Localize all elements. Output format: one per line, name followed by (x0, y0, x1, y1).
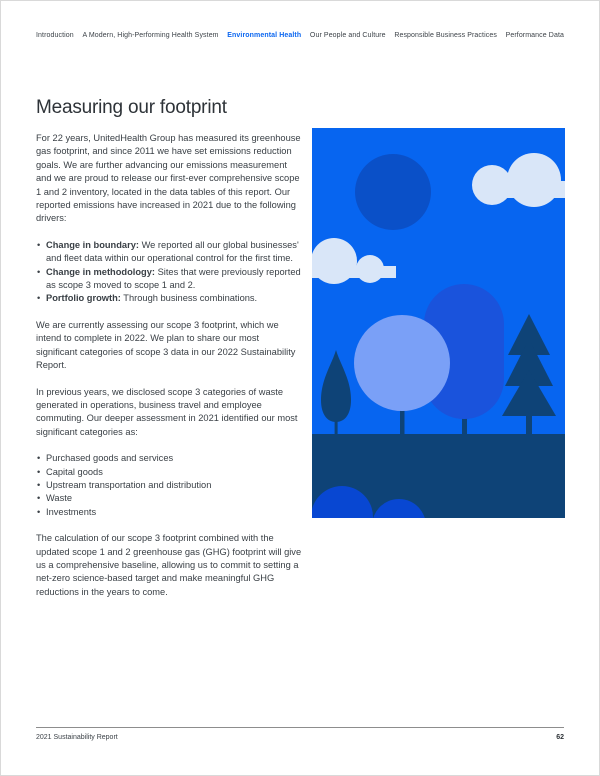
nav-item-performance-data[interactable]: Performance Data (505, 32, 564, 39)
driver-text: We reported all our global businesses' and fleet data within our operational control for the first time. (46, 239, 299, 264)
forest-illustration (312, 128, 565, 518)
dark-circle (355, 154, 431, 230)
driver-lead: Change in boundary: (46, 239, 139, 250)
footer-page-number: 62 (556, 734, 564, 741)
nav-item-introduction[interactable]: Introduction (36, 32, 74, 39)
paragraph-intro: For 22 years, UnitedHealth Group has measured its greenhouse gas footprint, and since 2011 we have set emissions reduction goals. We are further advancing our emissions measurement and we are proud to release our first-ever comprehensive scope 1 and 2 inventory, located in the data tables of this report. Our reported emissions have increased in 2021 due to the following drivers: (36, 133, 301, 224)
body-copy (36, 132, 302, 599)
top-navigation (36, 32, 564, 39)
driver-text: Sites that were previously reported as scope 3 moved to scope 1 and 2. (46, 266, 301, 291)
drivers-list (36, 239, 302, 306)
driver-text: Through business combinations. (120, 293, 258, 304)
nav-item-responsible-business-practices[interactable]: Responsible Business Practices (394, 32, 497, 39)
nav-item-people-and-culture[interactable]: Our People and Culture (309, 32, 386, 39)
footer-report-name: 2021 Sustainability Report (36, 734, 118, 741)
list-item: • Capital goods (36, 466, 302, 479)
categories-list (36, 452, 302, 519)
nav-item-environmental-health[interactable]: Environmental Health (227, 32, 302, 39)
driver-lead: Portfolio growth: (46, 293, 121, 304)
main-content (36, 97, 302, 612)
list-item (36, 292, 302, 305)
list-item (36, 266, 302, 293)
paragraph-baseline: The calculation of our scope 3 footprint combined with the updated scope 1 and 2 greenhouse gas (GHG) footprint will give us a comprehensive baseline, allowing us to commit to setting a net-zero science-based target and make meaningful GHG reductions in the years to come. (36, 533, 302, 597)
paragraph-scope3: We are currently assessing our scope 3 footprint, which we intend to complete in 2022. We plan to share our most significant categories of scope 3 data in our 2022 Sustainability Report. (36, 319, 296, 371)
driver-lead: Change in methodology: (46, 266, 155, 277)
footer-divider (36, 727, 564, 728)
page-title: Measuring our footprint (36, 97, 227, 118)
list-item: • Upstream transportation and distribution (36, 479, 302, 492)
list-item: • Investments (36, 506, 302, 519)
list-item (36, 239, 302, 266)
nav-item-modern-health-system[interactable]: A Modern, High-Performing Health System (82, 32, 219, 39)
list-item: • Waste (36, 492, 302, 505)
list-item: • Purchased goods and services (36, 452, 302, 465)
paragraph-previous-years: In previous years, we disclosed scope 3 categories of waste generated in operations, business travel and employee commuting. Our deeper assessment in 2021 identified our most significant categories as: (36, 386, 298, 437)
